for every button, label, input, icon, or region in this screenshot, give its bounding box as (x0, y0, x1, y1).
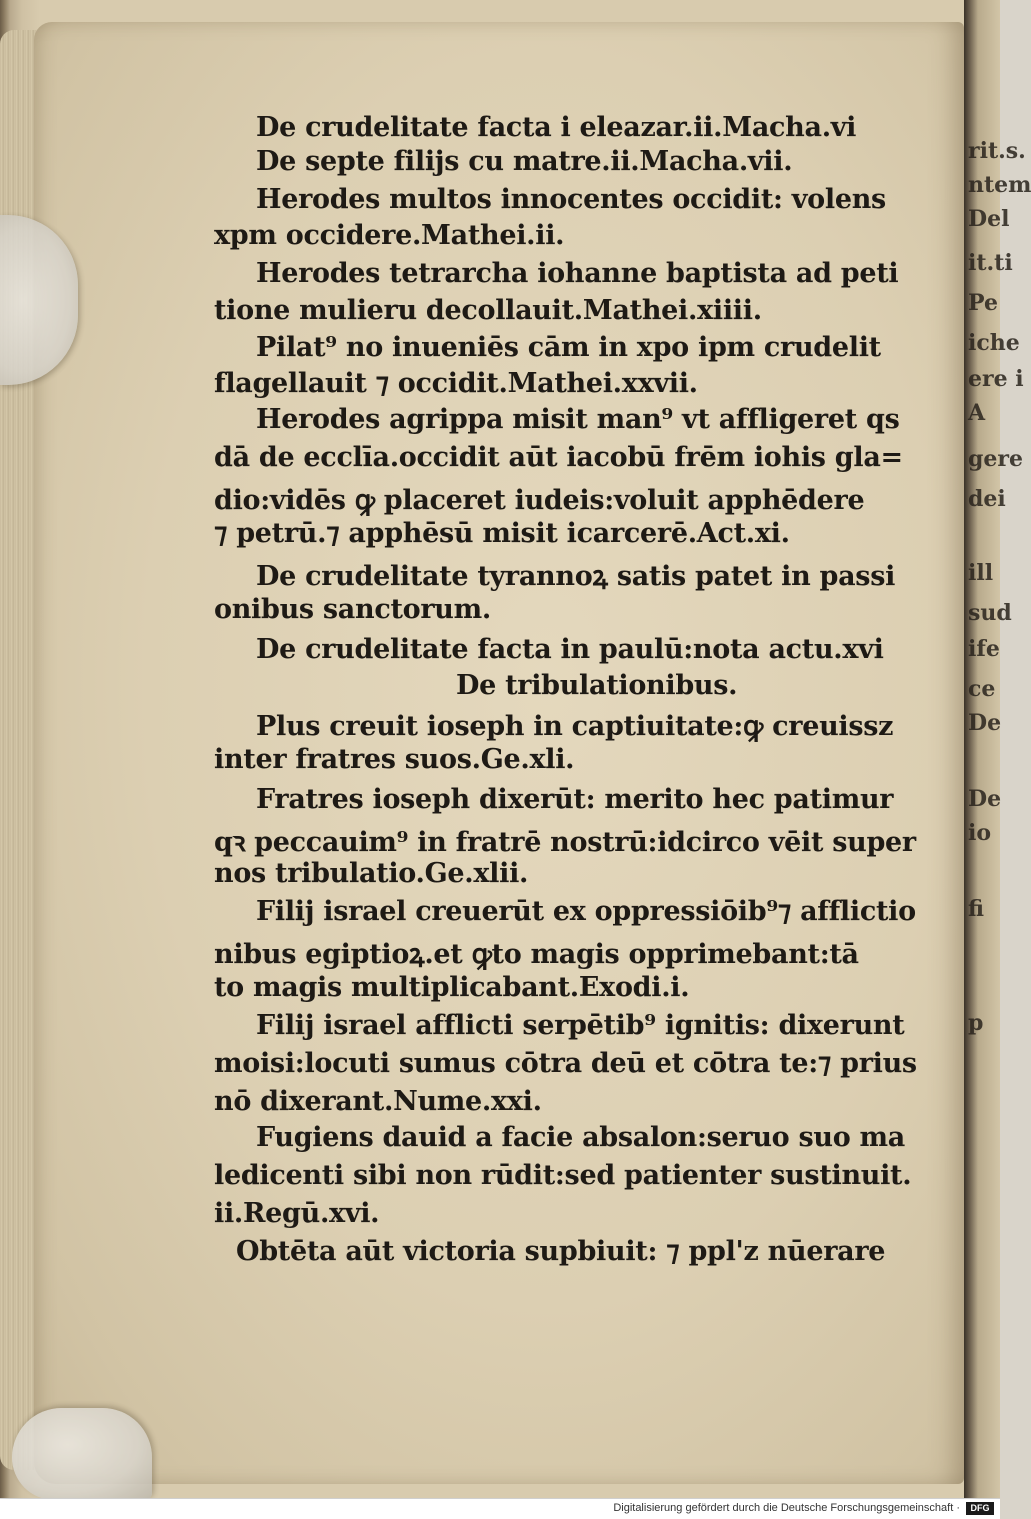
text-line: ii.Regū.xvi. (214, 1198, 380, 1229)
facing-page-fragment: ce (968, 676, 996, 702)
text-line: De crudelitate facta in paulū:nota actu.xvi (256, 634, 884, 665)
text-line: nibus egiptioꝝ.et ꝙto magis opprimebant:tā (214, 939, 859, 970)
facing-page-fragment: De (968, 710, 1002, 736)
funding-credit: Digitalisierung gefördert durch die Deutsche Forschungsgemeinschaft · (613, 1502, 960, 1514)
text-line: De septe filijs cu matre.ii.Macha.vii. (256, 146, 793, 177)
text-line: flagellauit ⁊ occidit.Mathei.xxvii. (214, 368, 698, 399)
text-line: Filij israel creuerūt ex oppressiōib⁹⁊ afflictio (256, 896, 916, 927)
facing-page-fragment: io (968, 820, 992, 846)
facing-page-fragment: ill (968, 560, 994, 586)
text-line: qꝛ peccauim⁹ in fratrē nostrū:idcirco vēit super (214, 827, 916, 858)
text-line: dio:vidēs ꝙ placeret iudeis:voluit apphēdere (214, 485, 865, 516)
text-line: Pilat⁹ no inueniēs cām in xpo ipm crudelit (256, 332, 881, 363)
dfg-logo: DFG (966, 1502, 994, 1515)
facing-page-fragment: Pe (968, 290, 998, 316)
text-line: ⁊ petrū.⁊ apphēsū misit icarcerē.Act.xi. (214, 518, 790, 549)
facing-page-fragment: De (968, 786, 1002, 812)
text-line: Herodes multos innocentes occidit: volens (256, 184, 886, 215)
facing-page-fragment: rit.s. (968, 138, 1026, 164)
text-line: ledicenti sibi non rūdit:sed patienter sustinuit. (214, 1160, 912, 1191)
text-line: nos tribulatio.Ge.xlii. (214, 858, 529, 889)
text-line: tione mulieru decollauit.Mathei.xiiii. (214, 295, 762, 326)
facing-page-fragment: ere i (968, 366, 1024, 392)
text-line: Fugiens dauid a facie absalon:seruo suo ma (256, 1122, 905, 1153)
facing-page-fragment: ntem (968, 172, 1031, 198)
text-line: dā de ecclīa.occidit aūt iacobū frēm iohis gla= (214, 442, 903, 473)
text-line: Filij israel afflicti serpētib⁹ ignitis: dixerunt (256, 1010, 905, 1041)
text-line: to magis multiplicabant.Exodi.i. (214, 972, 690, 1003)
text-line: Obtēta aūt victoria supbiuit: ⁊ ppl'z nūerare (236, 1236, 886, 1267)
facing-page-fragment: dei (968, 486, 1006, 512)
facing-page-fragment: fi (968, 896, 984, 922)
text-line: Herodes tetrarcha iohanne baptista ad peti (256, 258, 899, 289)
facing-page-fragment: iche (968, 330, 1020, 356)
facing-page-fragment: p (968, 1010, 984, 1036)
text-line: inter fratres suos.Ge.xli. (214, 744, 575, 775)
text-line: De crudelitate tyrannoꝝ satis patet in passi (256, 561, 896, 592)
text-line: Fratres ioseph dixerūt: merito hec patimur (256, 784, 894, 815)
text-line: moisi:locuti sumus cōtra deū et cōtra te:⁊ prius (214, 1048, 917, 1079)
facing-page-fragment: gere (968, 446, 1023, 472)
facing-page-fragment: sud (968, 600, 1012, 626)
facing-page-fragment: it.ti (968, 250, 1013, 276)
text-line: onibus sanctorum. (214, 594, 491, 625)
facing-page-fragment: ife (968, 636, 1000, 662)
text-line: xpm occidere.Mathei.ii. (214, 220, 565, 251)
digitization-footer (0, 1498, 1000, 1519)
text-line: Herodes agrippa misit man⁹ vt affligeret qs (256, 404, 900, 435)
text-line: De crudelitate facta i eleazar.ii.Macha.vi (256, 112, 857, 143)
facing-page-fragment: A (968, 400, 986, 426)
facing-page-fragment: Del (968, 206, 1010, 232)
section-heading: De tribulationibus. (456, 670, 738, 701)
text-line: Plus creuit ioseph in captiuitate:ꝙ creuissz (256, 711, 894, 742)
text-line: nō dixerant.Nume.xxi. (214, 1086, 542, 1117)
